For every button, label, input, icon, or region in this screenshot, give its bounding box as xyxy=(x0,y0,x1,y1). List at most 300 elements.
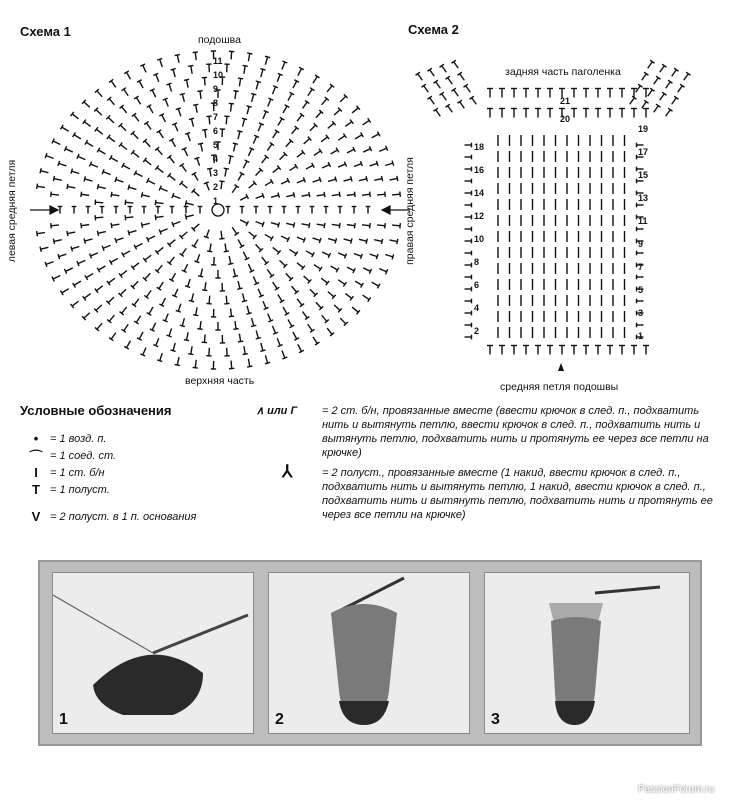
stitch-mark xyxy=(284,139,293,148)
stitch-mark xyxy=(172,219,181,227)
stitch-mark xyxy=(95,215,103,221)
stitch-mark xyxy=(296,235,305,243)
stitch-mark xyxy=(198,268,205,277)
stitch-mark xyxy=(583,109,589,118)
stitch-mark xyxy=(523,89,529,98)
stitch-mark xyxy=(60,286,70,295)
stitch-mark xyxy=(239,217,249,225)
scheme1-bottom-label: верхняя часть xyxy=(185,375,255,387)
stitch-mark xyxy=(95,127,105,136)
stitch-mark xyxy=(137,80,145,90)
stitch-mark xyxy=(670,96,679,106)
stitch-mark xyxy=(193,104,200,113)
stitch-mark xyxy=(167,255,176,265)
stitch-mark xyxy=(132,113,141,123)
stitch-mark xyxy=(354,132,364,141)
stitch-mark xyxy=(124,339,133,349)
stitch-mark xyxy=(664,80,673,90)
stitch-mark xyxy=(249,317,256,326)
sock-toe-image xyxy=(53,573,253,733)
stitch-mark xyxy=(189,118,196,127)
stitch-mark xyxy=(670,68,679,78)
stitch-mark xyxy=(354,279,364,288)
stitch-mark xyxy=(89,162,98,170)
stitch-mark xyxy=(338,316,347,325)
stitch-mark xyxy=(353,251,362,259)
stitch-mark xyxy=(278,152,287,161)
stitch-mark xyxy=(198,143,205,152)
stitch-mark xyxy=(465,227,472,232)
stitch-mark xyxy=(143,158,153,167)
stitch-mark xyxy=(131,261,141,270)
row-num: 15 xyxy=(638,170,649,180)
stitch-mark xyxy=(607,346,613,355)
increase-icon: V xyxy=(31,509,41,524)
stitch-mark xyxy=(346,147,356,155)
stitch-mark xyxy=(465,167,472,172)
stitch-mark xyxy=(102,169,111,177)
stitch-mark xyxy=(352,207,357,214)
stitch-mark xyxy=(53,237,62,244)
stitch-mark xyxy=(295,261,305,270)
row-num: 16 xyxy=(474,165,485,175)
stitch-mark xyxy=(231,268,238,277)
stitch-mark xyxy=(147,105,156,115)
stitch-mark xyxy=(232,321,238,330)
stitch-mark xyxy=(95,89,104,99)
stitch-mark xyxy=(204,182,212,191)
row-num: 11 xyxy=(638,216,648,226)
stitch-mark xyxy=(82,311,91,320)
legend-item xyxy=(28,430,248,447)
stitch-mark xyxy=(134,171,144,179)
stitch-mark xyxy=(193,52,199,61)
row-num: 5 xyxy=(638,285,644,295)
stitch-mark xyxy=(83,120,93,129)
stitch-mark xyxy=(265,142,274,152)
stitch-mark xyxy=(172,193,181,201)
stitch-mark xyxy=(290,284,299,294)
stitch-mark xyxy=(236,172,245,182)
stitch-mark xyxy=(179,164,188,174)
stitch-mark xyxy=(465,215,472,220)
stitch-mark xyxy=(369,161,378,169)
stitch-mark xyxy=(247,230,257,239)
stitch-mark xyxy=(384,161,393,168)
stitch-mark xyxy=(350,106,360,115)
stitch-mark xyxy=(192,189,202,198)
stitch-mark xyxy=(270,220,279,227)
stitch-mark xyxy=(499,89,505,98)
row-num: 2 xyxy=(474,326,480,336)
stitch-mark xyxy=(131,279,140,288)
stitch-mark xyxy=(192,238,201,248)
row-num-20: 20 xyxy=(560,114,571,124)
stitch-mark xyxy=(465,179,472,184)
stitch-mark xyxy=(188,346,195,355)
stitch-mark xyxy=(246,148,254,158)
stitch-mark xyxy=(159,297,167,307)
stitch-mark xyxy=(392,192,400,198)
stitch-mark xyxy=(185,212,194,219)
stitch-mark xyxy=(37,230,46,236)
stitch-mark xyxy=(646,60,655,70)
legend-item-text: = 1 соед. ст. xyxy=(50,449,117,462)
stitch-mark xyxy=(100,207,105,214)
stitch-mark xyxy=(156,207,161,214)
stitch-mark xyxy=(255,193,264,201)
stitch-mark xyxy=(157,281,166,291)
round-num: 11 xyxy=(213,56,223,66)
stitch-mark xyxy=(374,176,383,183)
stitch-mark xyxy=(147,178,157,186)
stitch-mark xyxy=(264,179,274,188)
stitch-mark xyxy=(343,236,352,243)
stitch-mark xyxy=(132,297,141,307)
stitch-mark xyxy=(619,109,625,118)
stitch-mark xyxy=(344,120,354,129)
stitch-mark xyxy=(246,263,254,273)
stitch-mark xyxy=(254,243,263,252)
stitch-mark xyxy=(215,270,220,278)
stitch-mark xyxy=(254,81,261,90)
stitch-mark xyxy=(280,178,290,186)
stitch-mark xyxy=(224,295,230,303)
stitch-mark xyxy=(583,89,589,98)
stitch-mark xyxy=(320,97,329,107)
stitch-mark xyxy=(300,310,309,320)
stitch-mark xyxy=(278,258,287,267)
stitch-mark xyxy=(305,163,315,171)
round-num: 8 xyxy=(213,98,219,108)
stitch-mark xyxy=(311,75,320,85)
single-crochet-icon: I xyxy=(34,465,38,480)
stitch-mark xyxy=(169,139,178,149)
stitch-mark xyxy=(157,130,166,140)
legend-item-text: = 2 полуст. в 1 п. основания xyxy=(50,510,197,523)
stitch-mark xyxy=(109,155,119,164)
legend-item xyxy=(28,447,248,464)
stitch-mark xyxy=(249,93,256,102)
stitch-mark xyxy=(163,312,171,321)
stitch-mark xyxy=(83,291,93,300)
stitch-mark xyxy=(251,135,259,144)
stitch-mark xyxy=(143,139,152,148)
stitch-mark xyxy=(311,335,320,345)
stitch-mark xyxy=(465,143,472,148)
stitch-mark xyxy=(652,76,661,86)
stitch-mark xyxy=(120,305,129,315)
stitch-mark xyxy=(301,192,310,199)
stitch-mark xyxy=(40,245,49,252)
stitch-mark xyxy=(271,166,281,175)
stitch-mark xyxy=(320,276,330,285)
stitch-mark xyxy=(106,295,115,304)
stitch-mark xyxy=(321,250,331,258)
stitch-mark xyxy=(595,89,601,98)
stitch-mark xyxy=(67,229,76,236)
stitch-mark xyxy=(131,131,140,140)
stitch-mark xyxy=(180,230,190,239)
stitch-mark xyxy=(350,305,360,314)
stitch-mark xyxy=(169,272,178,282)
stitch-mark xyxy=(595,346,601,355)
stitch-mark xyxy=(338,94,347,103)
round-num: 7 xyxy=(213,112,219,122)
stitch-mark xyxy=(125,200,133,206)
stitch-mark xyxy=(211,361,217,369)
scheme2-right-rows xyxy=(638,124,652,354)
stitch-mark xyxy=(202,334,208,342)
row-num: 6 xyxy=(474,280,480,290)
scheme1-round-numbers xyxy=(213,56,233,210)
stitch-mark xyxy=(86,207,91,214)
stitch-mark xyxy=(119,287,128,296)
decrease-sc-icon: ∧ или Γ xyxy=(256,405,298,417)
stitch-mark xyxy=(206,295,212,303)
round-num: 9 xyxy=(213,84,219,94)
stitch-mark xyxy=(440,92,449,102)
stitch-mark xyxy=(167,238,177,247)
photo-number: 1 xyxy=(59,711,68,728)
row-num: 19 xyxy=(638,124,649,134)
stitch-mark xyxy=(97,264,107,273)
stitch-mark xyxy=(324,207,329,214)
stitch-mark xyxy=(320,313,329,323)
stitch-mark xyxy=(640,72,649,82)
stitch-mark xyxy=(179,247,188,257)
stitch-mark xyxy=(312,262,322,271)
stitch-mark xyxy=(631,109,637,118)
stitch-mark xyxy=(316,222,325,229)
row-num: 1 xyxy=(638,331,644,341)
stitch-mark xyxy=(170,69,177,78)
stitch-mark xyxy=(487,109,493,118)
stitch-mark xyxy=(628,96,637,106)
scheme1-title: Схема 1 xyxy=(20,24,71,39)
stitch-mark xyxy=(125,214,133,220)
stitch-mark xyxy=(67,184,76,191)
stitch-mark xyxy=(571,109,577,118)
stitch-mark xyxy=(595,109,601,118)
stitch-mark xyxy=(185,133,193,142)
stitch-mark xyxy=(85,140,95,149)
stitch-mark xyxy=(347,222,356,228)
stitch-mark xyxy=(241,346,248,355)
stitch-mark xyxy=(619,346,625,355)
stitch-mark xyxy=(53,176,62,183)
row-num: 9 xyxy=(638,239,644,249)
stitch-mark xyxy=(159,226,168,234)
stitch-mark xyxy=(619,89,625,98)
stitch-mark xyxy=(465,275,472,280)
stitch-mark xyxy=(331,192,340,198)
sock-half-image xyxy=(269,573,469,733)
stitch-mark xyxy=(331,222,340,228)
stitch-mark xyxy=(251,275,259,284)
stitch-mark xyxy=(316,192,325,199)
stitch-mark xyxy=(159,114,167,124)
stitch-mark xyxy=(235,280,242,289)
stitch-mark xyxy=(147,306,156,316)
stitch-mark xyxy=(246,53,253,62)
stitch-mark xyxy=(51,222,60,228)
stitch-mark xyxy=(284,271,293,280)
stitch-mark xyxy=(362,146,372,154)
row-num: 8 xyxy=(474,257,480,267)
stitch-mark xyxy=(240,293,247,302)
stitch-mark xyxy=(94,303,103,312)
stitch-mark xyxy=(302,274,312,283)
stitch-mark xyxy=(193,359,199,368)
stitch-mark xyxy=(240,118,247,127)
stitch-mark xyxy=(230,226,239,236)
stitch-mark xyxy=(237,333,243,342)
stitch-mark xyxy=(115,177,124,185)
stitch-mark xyxy=(263,56,270,65)
stitch-mark xyxy=(167,173,177,182)
stitch-mark xyxy=(270,86,278,95)
stitch-mark xyxy=(465,335,472,340)
stitch-mark xyxy=(188,65,195,74)
stitch-mark xyxy=(77,154,86,162)
stitch-mark xyxy=(440,64,449,74)
stitch-mark xyxy=(261,110,269,119)
row-num: 18 xyxy=(474,142,485,152)
stitch-mark xyxy=(465,155,472,160)
stitch-mark xyxy=(296,207,301,214)
stitch-mark xyxy=(547,346,553,355)
stitch-mark xyxy=(607,89,613,98)
stitch-mark xyxy=(295,343,303,353)
stitch-mark xyxy=(228,360,234,368)
scheme1-top-label: подошва xyxy=(198,34,241,46)
stitch-mark xyxy=(77,258,86,266)
row-num-21: 21 xyxy=(560,96,571,106)
slip-stitch-icon: ⌒ xyxy=(29,449,43,464)
stitch-mark xyxy=(305,249,315,257)
stitch-mark xyxy=(286,192,295,199)
stitch-mark xyxy=(270,130,279,140)
stitch-mark xyxy=(167,155,176,165)
stitch-mark xyxy=(286,92,295,102)
stitch-mark xyxy=(295,297,304,307)
stitch-mark xyxy=(652,104,661,114)
stitch-mark xyxy=(465,299,472,304)
stitch-mark xyxy=(166,328,174,337)
decrease-hdc-icon: ⅄ xyxy=(282,462,293,481)
stitch-mark xyxy=(279,61,287,70)
stitch-mark xyxy=(465,263,472,268)
stitch-mark xyxy=(465,191,472,196)
stitch-mark xyxy=(370,280,380,289)
stitch-mark xyxy=(159,186,168,194)
stitch-mark xyxy=(643,109,649,118)
stitch-mark xyxy=(155,214,164,220)
stitch-mark xyxy=(241,65,248,74)
stitch-mark xyxy=(84,176,93,183)
stitch-mark xyxy=(232,91,238,100)
stitch-mark xyxy=(73,279,83,288)
stitch-mark xyxy=(206,64,212,72)
stitch-mark xyxy=(280,234,290,242)
stitch-mark xyxy=(153,73,161,82)
stitch-mark xyxy=(416,72,425,82)
stitch-mark xyxy=(265,312,273,321)
stitch-mark xyxy=(175,357,182,366)
stitch-mark xyxy=(180,317,187,326)
stitch-mark xyxy=(300,100,309,110)
stitch-mark xyxy=(631,89,637,98)
stitch-mark xyxy=(194,253,202,262)
stitch-mark xyxy=(85,271,95,280)
stitch-mark xyxy=(141,192,150,199)
stitch-mark xyxy=(332,303,341,312)
stitch-mark xyxy=(122,249,132,257)
stitch-mark xyxy=(258,342,265,351)
stitch-mark xyxy=(202,282,208,291)
stitch-mark xyxy=(377,192,386,198)
stitch-mark xyxy=(204,229,212,238)
stitch-mark xyxy=(224,348,230,356)
stitch-mark xyxy=(370,132,380,141)
photo-number: 2 xyxy=(275,711,284,728)
stitch-mark xyxy=(264,232,274,241)
stitch-mark xyxy=(227,255,234,264)
stitch-mark xyxy=(155,147,164,157)
stitch-mark xyxy=(547,89,553,98)
stitch-mark xyxy=(192,222,202,231)
stitch-mark xyxy=(392,222,400,228)
stitch-mark xyxy=(147,234,157,242)
stitch-mark xyxy=(218,231,224,240)
stitch-mark xyxy=(288,164,298,173)
stitch-mark xyxy=(327,236,336,243)
stitch-mark xyxy=(260,255,269,265)
stitch-mark xyxy=(523,346,529,355)
stitch-mark xyxy=(182,148,190,158)
stitch-mark xyxy=(142,207,147,214)
legend-item xyxy=(28,508,248,525)
stitch-mark xyxy=(326,121,336,130)
stitch-mark xyxy=(106,115,115,124)
stitch-mark xyxy=(198,207,203,214)
stitch-mark xyxy=(246,358,253,367)
stitch-mark xyxy=(337,278,347,287)
legend-heading: Условные обозначения xyxy=(20,403,172,418)
stitch-mark xyxy=(211,309,217,317)
stitch-mark xyxy=(245,305,252,314)
stitch-mark xyxy=(295,150,305,159)
stitch-mark xyxy=(194,157,202,166)
stitch-mark xyxy=(465,311,472,316)
stitch-mark xyxy=(314,300,323,310)
stitch-mark xyxy=(64,266,74,274)
stitch-mark xyxy=(464,84,473,94)
legend-item-text: = 1 возд. п. xyxy=(50,432,107,445)
stitch-mark xyxy=(261,300,269,309)
stitch-mark xyxy=(144,289,153,299)
stitch-mark xyxy=(109,256,119,265)
stitch-mark xyxy=(258,69,265,78)
stitch-mark xyxy=(115,235,124,243)
legend-item xyxy=(28,464,248,481)
stitch-mark xyxy=(122,88,131,98)
stitch-mark xyxy=(288,247,298,256)
stitch-mark xyxy=(240,207,245,214)
stitch-mark xyxy=(511,346,517,355)
stitch-mark xyxy=(206,348,212,356)
